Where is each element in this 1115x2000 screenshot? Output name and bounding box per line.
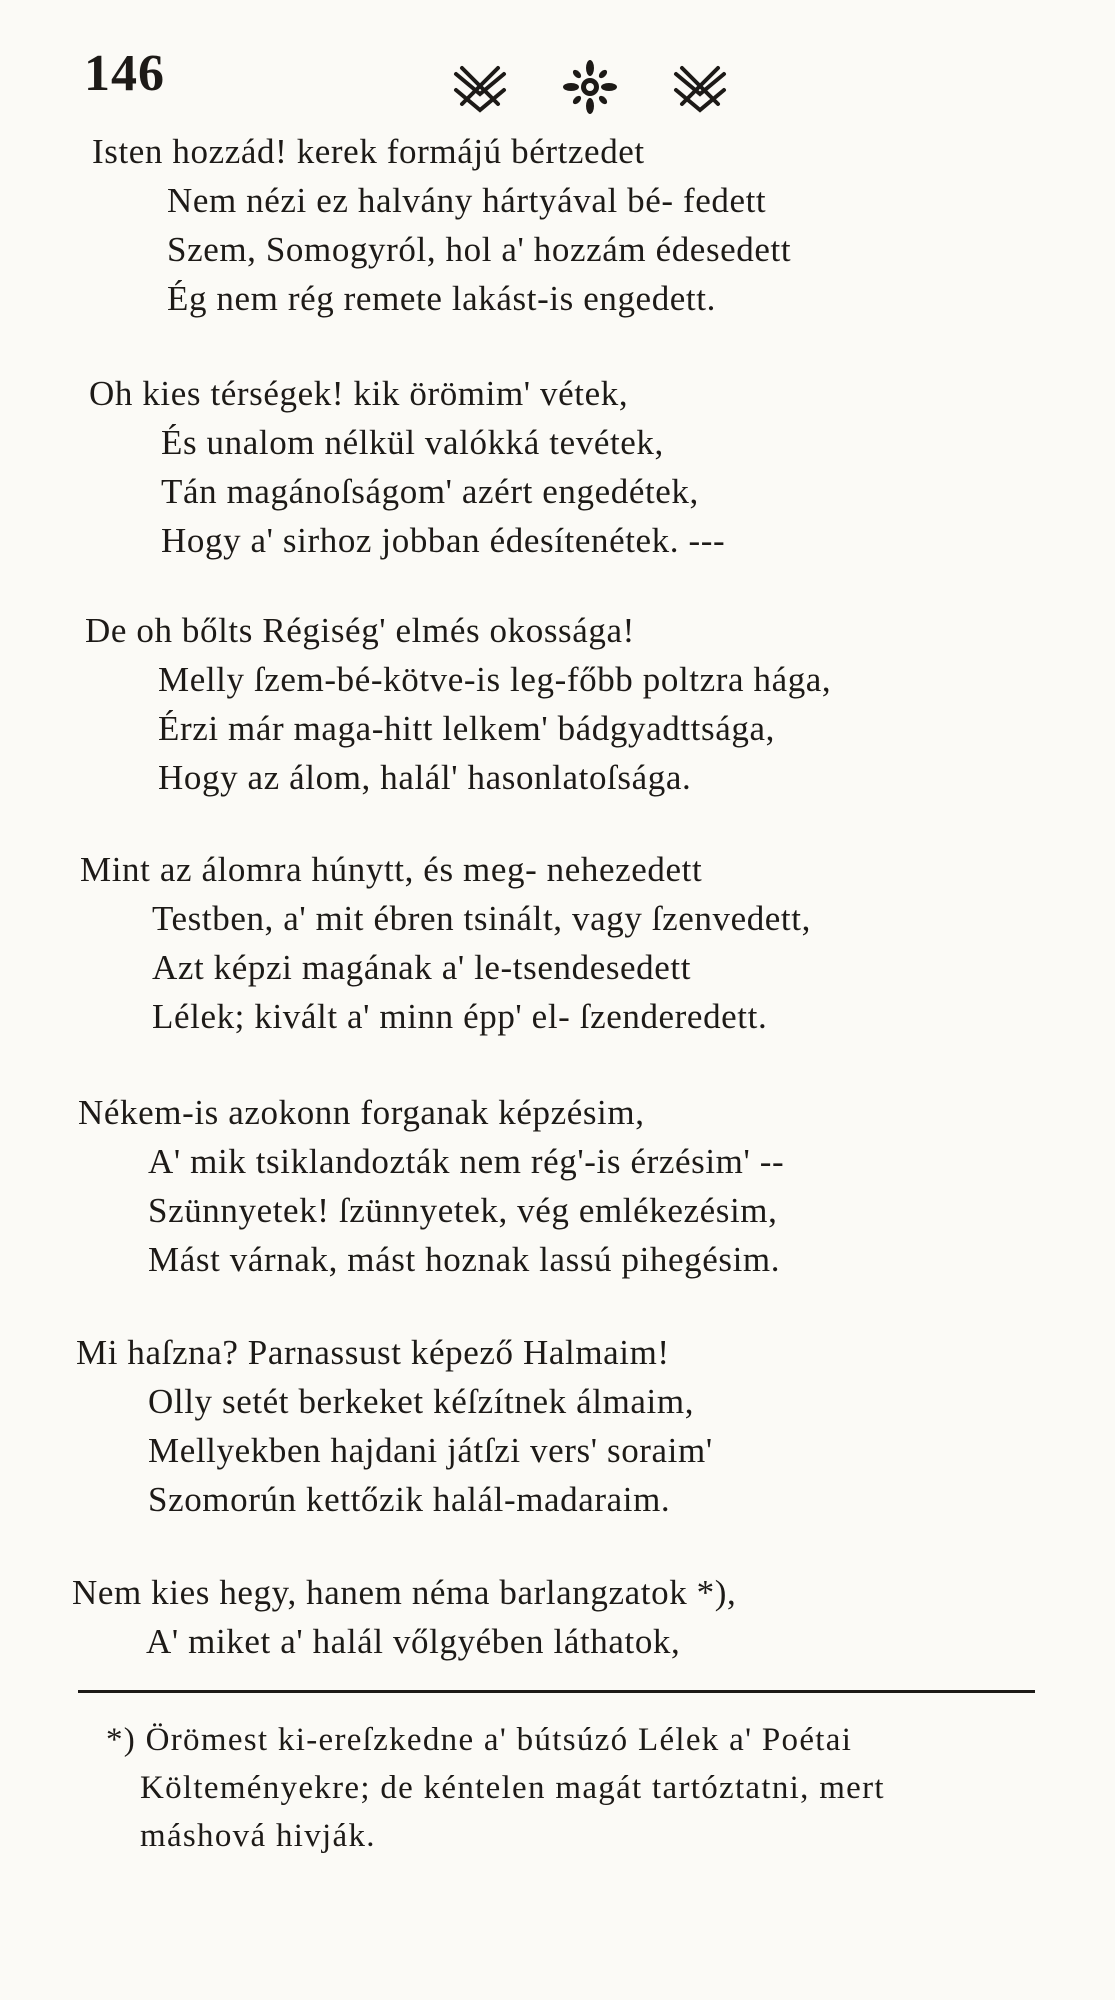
verse-line: Mi haſzna? Parnassust képező Halmaim! <box>76 1333 670 1372</box>
verse-line: De oh bőlts Régiség' elmés okossága! <box>85 611 635 650</box>
verse-line: Hogy az álom, halál' hasonlatoſsága. <box>158 758 692 797</box>
footnote-line: máshová hivják. <box>140 1818 376 1854</box>
verse-line: Mást várnak, mást hoznak lassú pihegésim. <box>148 1240 781 1279</box>
verse-line: Olly setét berkeket kéſzítnek álmaim, <box>148 1382 695 1421</box>
verse-line: Ég nem rég remete lakást-is engedett. <box>167 279 716 318</box>
verse-line: Melly ſzem-bé-kötve-is leg-főbb poltzra hága, <box>158 660 832 699</box>
verse-line: Tán magánoſságom' azért engedétek, <box>161 472 699 511</box>
verse-line: Mellyekben hajdani játſzi vers' soraim' <box>148 1431 713 1470</box>
verse-line: Nékem-is azokonn forganak képzésim, <box>78 1093 645 1132</box>
verse-line: Lélek; kivált a' minn épp' el- ſzenderedett. <box>152 997 768 1036</box>
verse-line: Szünnyetek! ſzünnyetek, vég emlékezésim, <box>148 1191 778 1230</box>
floral-ornament-icon <box>450 60 730 115</box>
footnote-divider <box>78 1690 1035 1693</box>
verse-line: Mint az álomra húnytt, és meg- nehezedett <box>80 850 703 889</box>
verse-line: Oh kies térségek! kik örömim' vétek, <box>89 374 629 413</box>
verse-line: Szomorún kettőzik halál-madaraim. <box>148 1480 671 1519</box>
verse-line: Szem, Somogyról, hol a' hozzám édesedett <box>167 230 792 269</box>
verse-line: A' miket a' halál vőlgyében láthatok, <box>146 1622 681 1661</box>
verse-line: Testben, a' mit ébren tsinált, vagy ſzenvedett, <box>152 899 811 938</box>
verse-line: Nem nézi ez halvány hártyával bé- fedett <box>167 181 767 220</box>
footnote-line: *) Örömest ki-ereſzkedne a' bútsúzó Lélek a' Poétai <box>106 1722 853 1758</box>
page-number: 146 <box>84 45 165 102</box>
verse-line: És unalom nélkül valókká tevétek, <box>161 423 664 462</box>
verse-line: A' mik tsiklandozták nem rég'-is érzésim' -- <box>148 1142 785 1181</box>
verse-line: Isten hozzád! kerek formájú bértzedet <box>92 132 645 171</box>
verse-line: Érzi már maga-hitt lelkem' bádgyadttsága, <box>158 709 775 748</box>
verse-line: Nem kies hegy, hanem néma barlangzatok *), <box>72 1573 737 1612</box>
footnote-line: Költeményekre; de kéntelen magát tartóztatni, mert <box>140 1770 885 1806</box>
verse-line: Hogy a' sirhoz jobban édesítenétek. --- <box>161 521 726 560</box>
verse-line: Azt képzi magának a' le-tsendesedett <box>152 948 692 987</box>
